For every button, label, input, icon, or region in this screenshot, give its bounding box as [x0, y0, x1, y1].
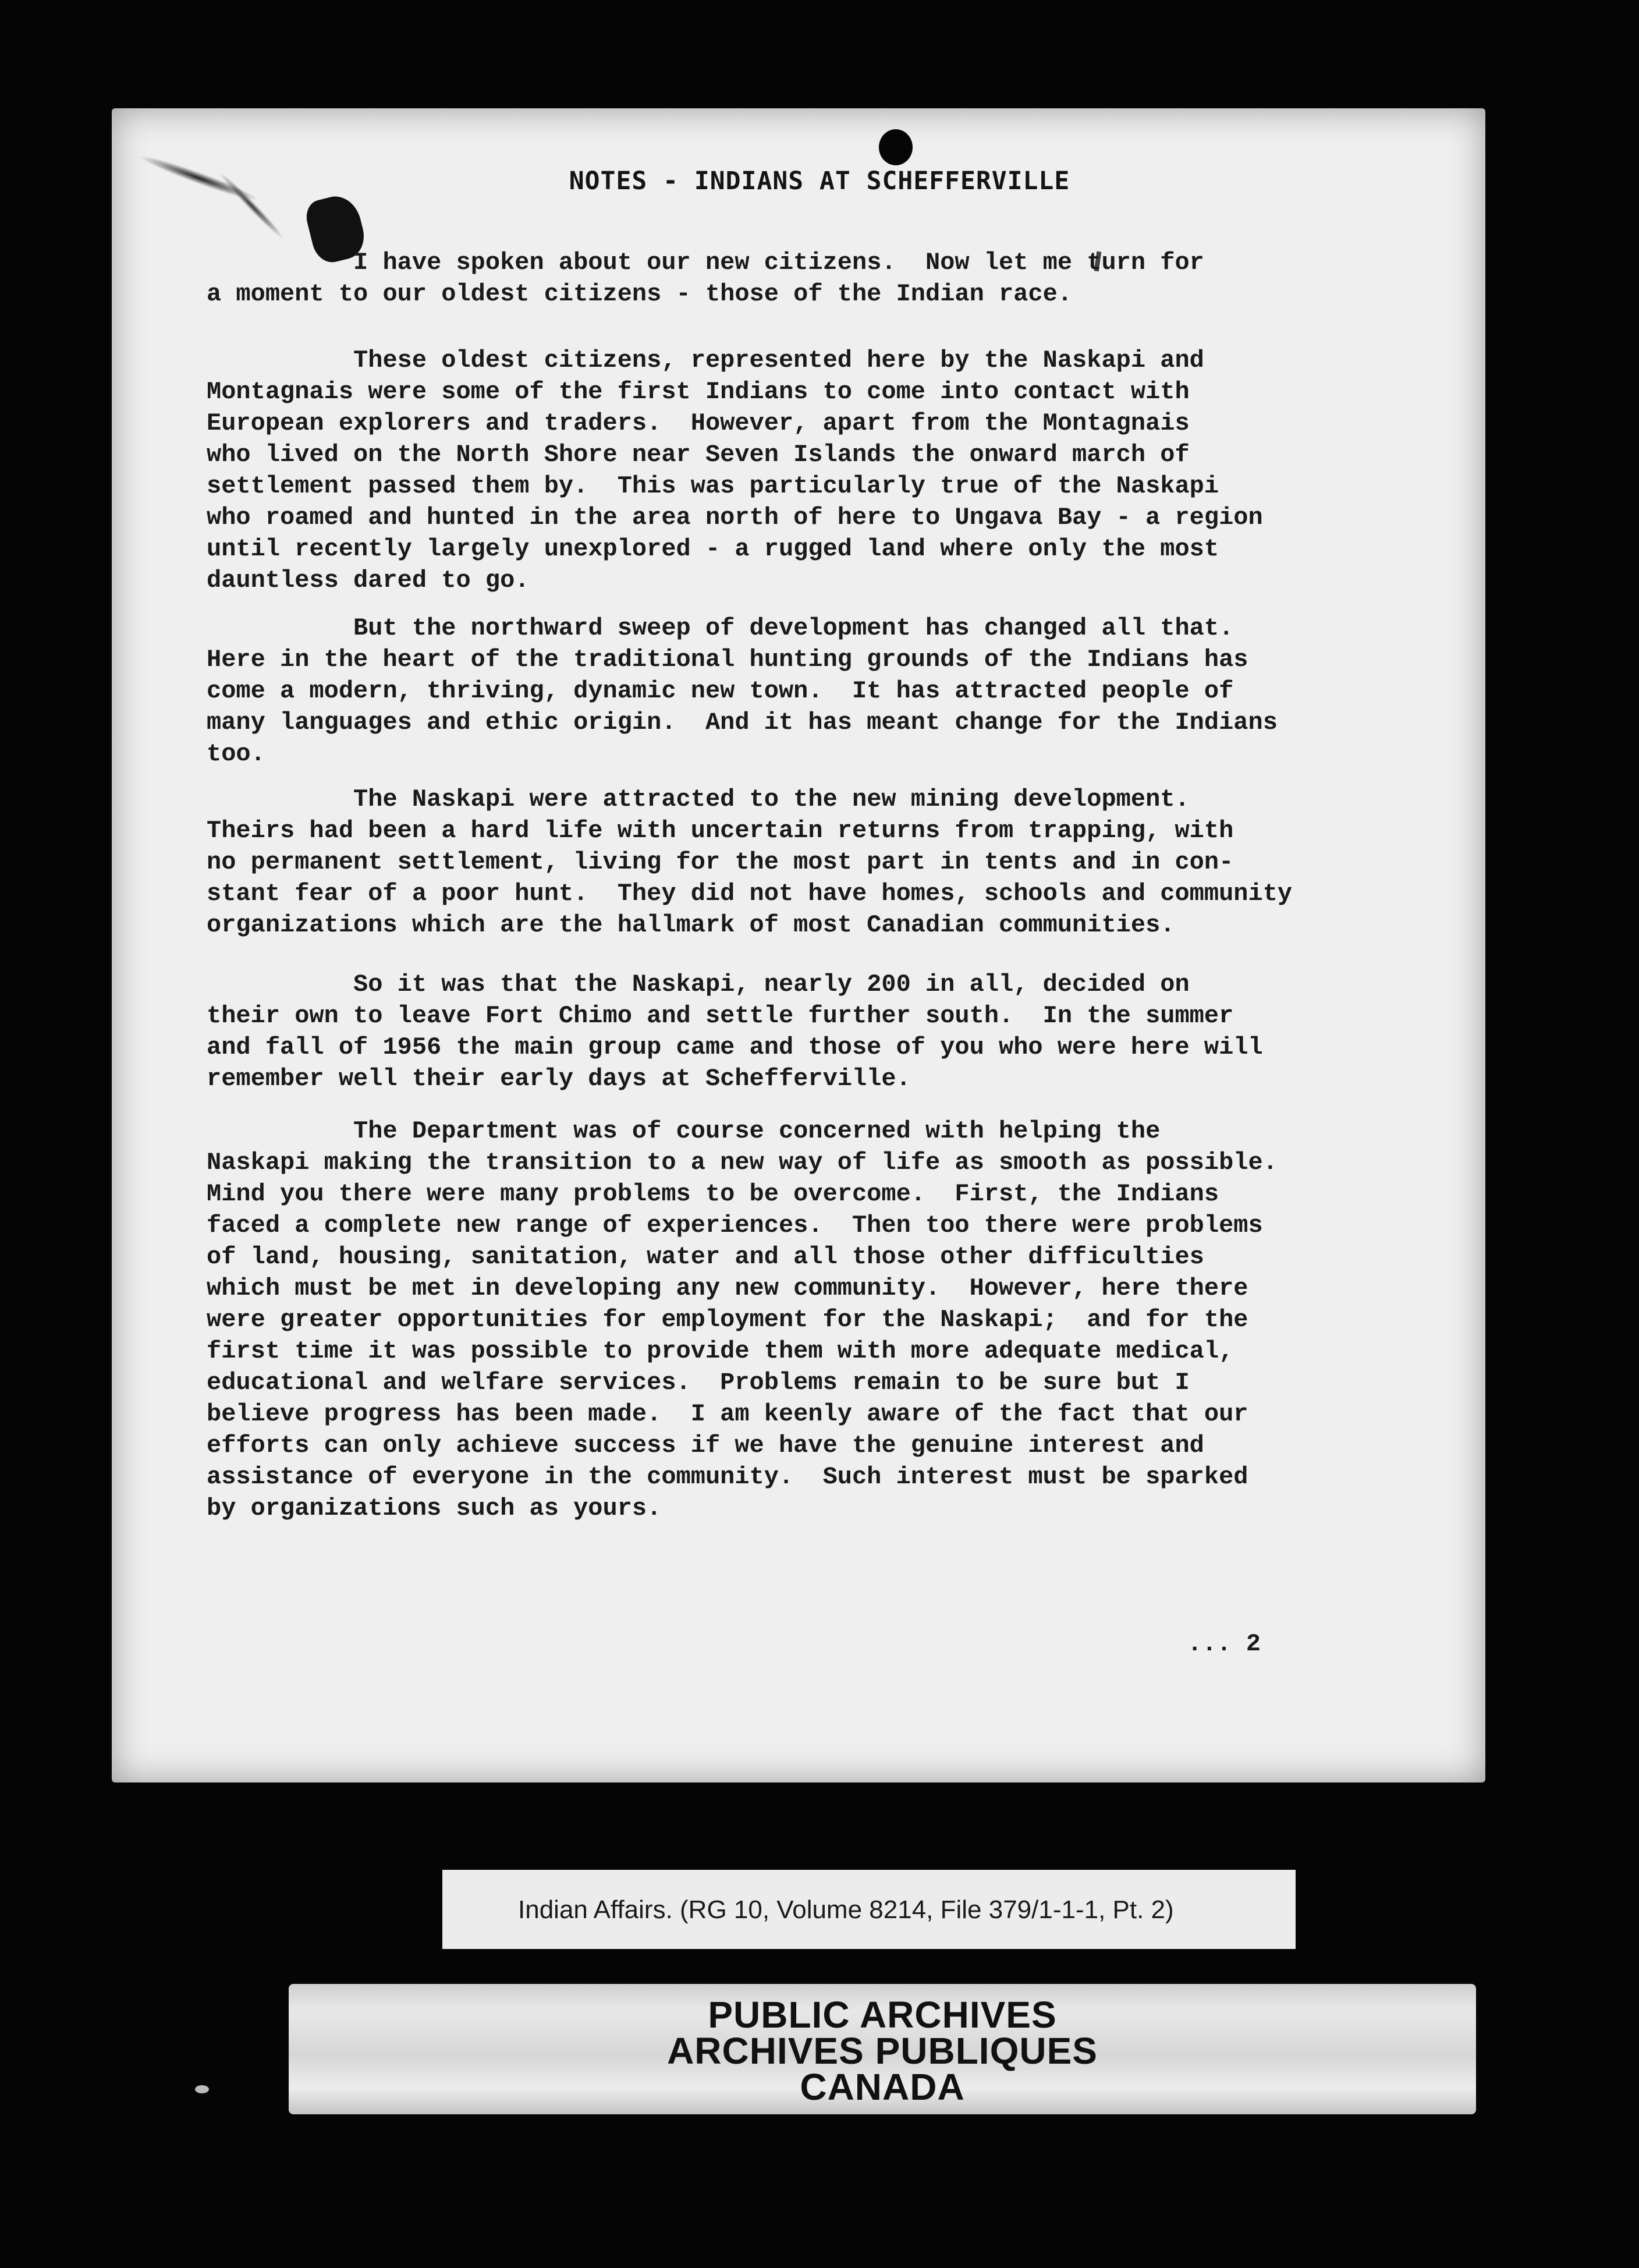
stamp-line-french: ARCHIVES PUBLIQUES [667, 2030, 1098, 2072]
document-title: NOTES - INDIANS AT SCHEFFERVILLE [569, 166, 1070, 196]
film-speck [195, 2085, 209, 2093]
paragraph-northward-sweep: But the northward sweep of development has changed all that. Here in the heart of the traditional hunting grounds of the Indians has come a modern, thriving, dynamic new town. It has attracted people of many languages and ethic origin. And it has meant change for the Indians too. [207, 614, 1278, 768]
paragraph-oldest-citizens: These oldest citizens, represented here by the Naskapi and Montagnais were some of the first Indians to come into contact with European explorers and traders. However, apart from the Montagnais who lived on the North Shore near Seven Islands the onward march of settlement passed them by. This was particularly true of the Naskapi who roamed and hunted in the area north of here to Ungava Bay - a region until recently largely unexplored - a rugged land where only the most dauntless dared to go. [207, 346, 1263, 594]
punch-hole [879, 129, 913, 165]
archive-reference-text: Indian Affairs. (RG 10, Volume 8214, File 379/1-1-1, Pt. 2) [518, 1895, 1174, 1924]
archives-stamp [289, 1984, 1476, 2114]
stamp-line-country: CANADA [800, 2066, 965, 2108]
archive-reference-label [442, 1870, 1296, 1949]
page-continuation: ... 2 [1187, 1630, 1261, 1658]
paragraph-new-citizens: I have spoken about our new citizens. Now let me turn for a moment to our oldest citizens - those of the Indian race. [207, 249, 1204, 308]
paragraph-department: The Department was of course concerned with helping the Naskapi making the transition to a new way of life as smooth as possible. Mind you there were many problems to be overcome. First, the Indians faced a complete new range of experiences. Then too there were problems of land, housing, sanitation, water and all those other difficulties which must be met in developing any new community. However, here there were greater opportunities for employment for the Naskapi; and for the first time it was possible to provide them with more adequate medical, educational and welfare services. Problems remain to be sure but I believe progress has been made. I am keenly aware of the fact that our efforts can only achieve success if we have the genuine interest and assistance of everyone in the community. Such interest must be sparked by organizations such as yours. [207, 1117, 1278, 1522]
paragraph-fort-chimo: So it was that the Naskapi, nearly 200 in all, decided on their own to leave Fort Chimo and settle further south. In the summer and fall of 1956 the main group came and those of you who were here will remember well their early days at Schefferville. [207, 970, 1263, 1093]
paragraph-mining-development: The Naskapi were attracted to the new mining development. Theirs had been a hard life with uncertain returns from trapping, with no permanent settlement, living for the most part in tents and in con- stant fear of a poor hunt. They did not have homes, schools and community organizations which are the hallmark of most Canadian communities. [207, 785, 1293, 939]
stamp-line-english: PUBLIC ARCHIVES [708, 1994, 1057, 2036]
